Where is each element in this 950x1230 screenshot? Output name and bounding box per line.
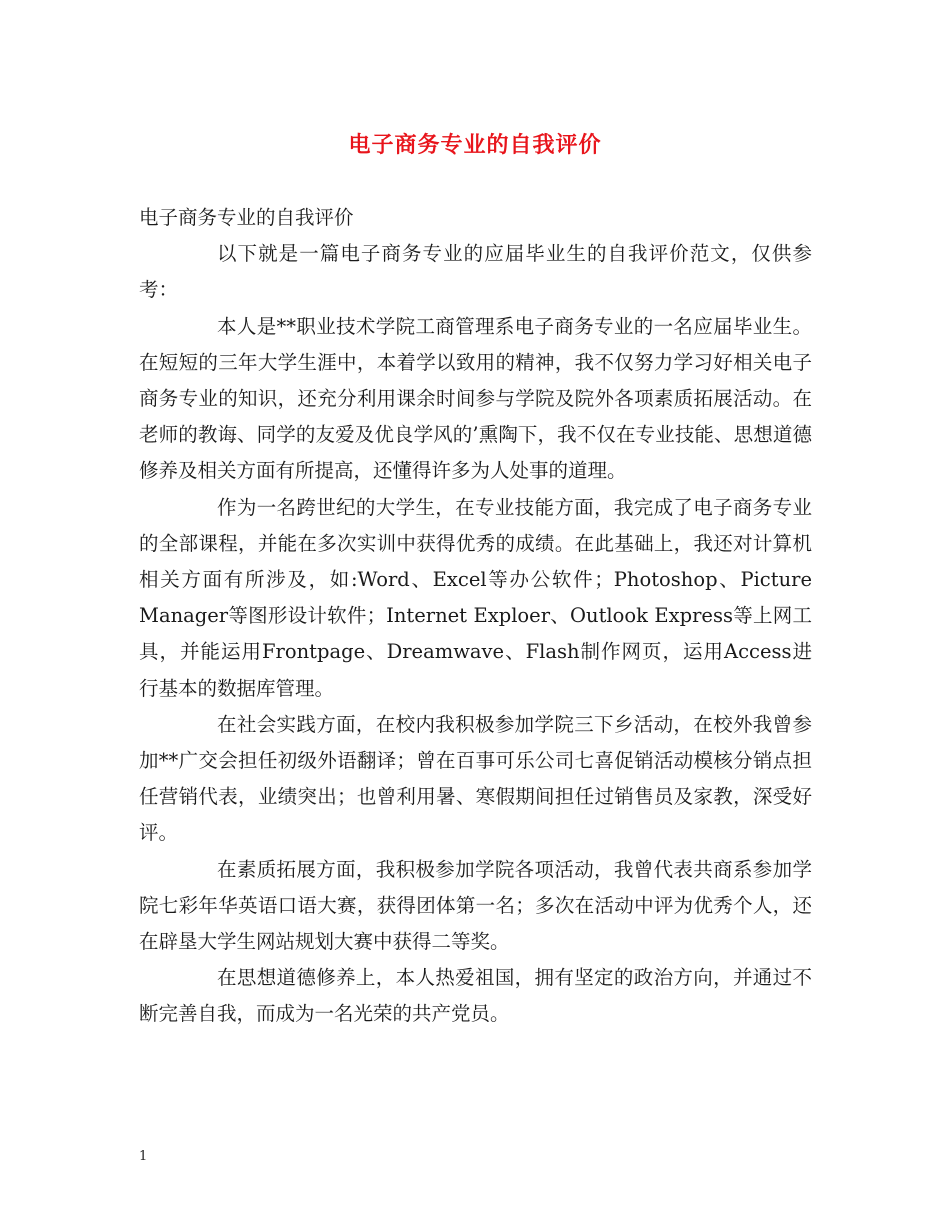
paragraph-activities: 在素质拓展方面，我积极参加学院各项活动，我曾代表共商系参加学院七彩年华英语口语大赛，获得团体第一名；多次在活动中评为优秀个人，还在辟垦大学生网站规划大赛中获得二等奖。 xyxy=(139,857,812,954)
document-title: 电子商务专业的自我评价 xyxy=(348,133,602,158)
paragraph-skills: 作为一名跨世纪的大学生，在专业技能方面，我完成了电子商务专业的全部课程，并能在多次实训中获得优秀的成绩。在此基础上，我还对计算机相关方面有所涉及，如:Word、Excel等办公软件；Photoshop、Picture Manager等图形设计软件；Internet Exploer、Outlook Express等上网工具，并能运用Frontpage、Dreamwave、Flash制作网页，运用Access进行基本的数据库管理。 xyxy=(139,495,812,700)
paragraph-background: 本人是**职业技术学院工商管理系电子商务专业的一名应届毕业生。在短短的三年大学生涯中，本着学以致用的精神，我不仅努力学习好相关电子商务专业的知识，还充分利用课余时间参与学院及院外各项素质拓展活动。在老师的教诲、同学的友爱及优良学风的’熏陶下，我不仅在专业技能、思想道德修养及相关方面有所提高，还懂得许多为人处事的道理。 xyxy=(139,314,812,483)
document-body xyxy=(139,200,812,1033)
page-number: 1 xyxy=(139,1149,148,1164)
paragraph-intro: 以下就是一篇电子商务专业的应届毕业生的自我评价范文，仅供参考： xyxy=(139,242,812,302)
paragraph-practice: 在社会实践方面，在校内我积极参加学院三下乡活动，在校外我曾参加**广交会担任初级外语翻译；曾在百事可乐公司七喜促销活动模核分销点担任营销代表，业绩突出；也曾利用暑、寒假期间担任过销售员及家教，深受好评。 xyxy=(139,712,812,845)
paragraph-morality: 在思想道德修养上，本人热爱祖国，拥有坚定的政治方向，并通过不断完善自我，而成为一名光荣的共产党员。 xyxy=(139,966,812,1026)
section-heading: 电子商务专业的自我评价 xyxy=(139,206,354,229)
